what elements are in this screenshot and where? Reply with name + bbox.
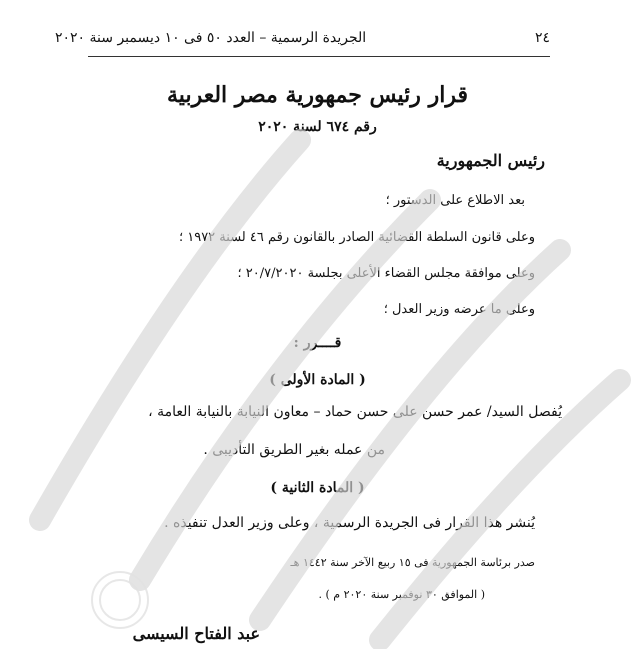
article-one-line-2: من عمله بغير الطريق التأديبى .	[203, 442, 385, 458]
speaker: رئيس الجمهورية	[436, 151, 545, 170]
decree-title: قرار رئيس جمهورية مصر العربية	[167, 82, 468, 108]
preamble-line-4: وعلى ما عرضه وزير العدل ؛	[383, 302, 535, 317]
page-number: ٢٤	[534, 30, 550, 46]
page-header	[55, 28, 550, 48]
issued-date: صدر برئاسة الجمهورية فى ١٥ ربيع الآخر سنة ١٤٤٢ هـ	[290, 556, 535, 569]
preamble-line-3: وعلى موافقة مجلس القضاء الأعلى بجلسة ٢٠/٧/٢٠٢٠ ؛	[237, 266, 535, 281]
corresponding-date: ( الموافق ٣٠ نوفمبر سنة ٢٠٢٠ م ) .	[318, 588, 485, 601]
signature: عبد الفتاح السيسى	[132, 624, 260, 643]
article-one-heading: ( المادة الأولى )	[269, 372, 366, 388]
gazette-info: الجريدة الرسمية – العدد ٥٠ فى ١٠ ديسمبر سنة ٢٠٢٠	[55, 30, 367, 46]
decree-number: رقم ٦٧٤ لسنة ٢٠٢٠	[258, 119, 377, 135]
preamble-line-1: بعد الاطلاع على الدستور ؛	[385, 193, 525, 208]
article-two-text: يُنشر هذا القرار فى الجريدة الرسمية ، وعلى وزير العدل تنفيذه .	[164, 515, 535, 531]
preamble-line-2: وعلى قانون السلطة القضائية الصادر بالقانون رقم ٤٦ لسنة ١٩٧٢ ؛	[178, 230, 535, 245]
decided-heading: قــــرر :	[293, 335, 342, 351]
article-two-heading: ( المادة الثانية )	[270, 480, 365, 496]
article-one-line-1: يُفصل السيد/ عمر حسن على حسن حماد – معاون النيابة بالنيابة العامة ،	[148, 404, 562, 420]
header-rule	[88, 56, 550, 57]
